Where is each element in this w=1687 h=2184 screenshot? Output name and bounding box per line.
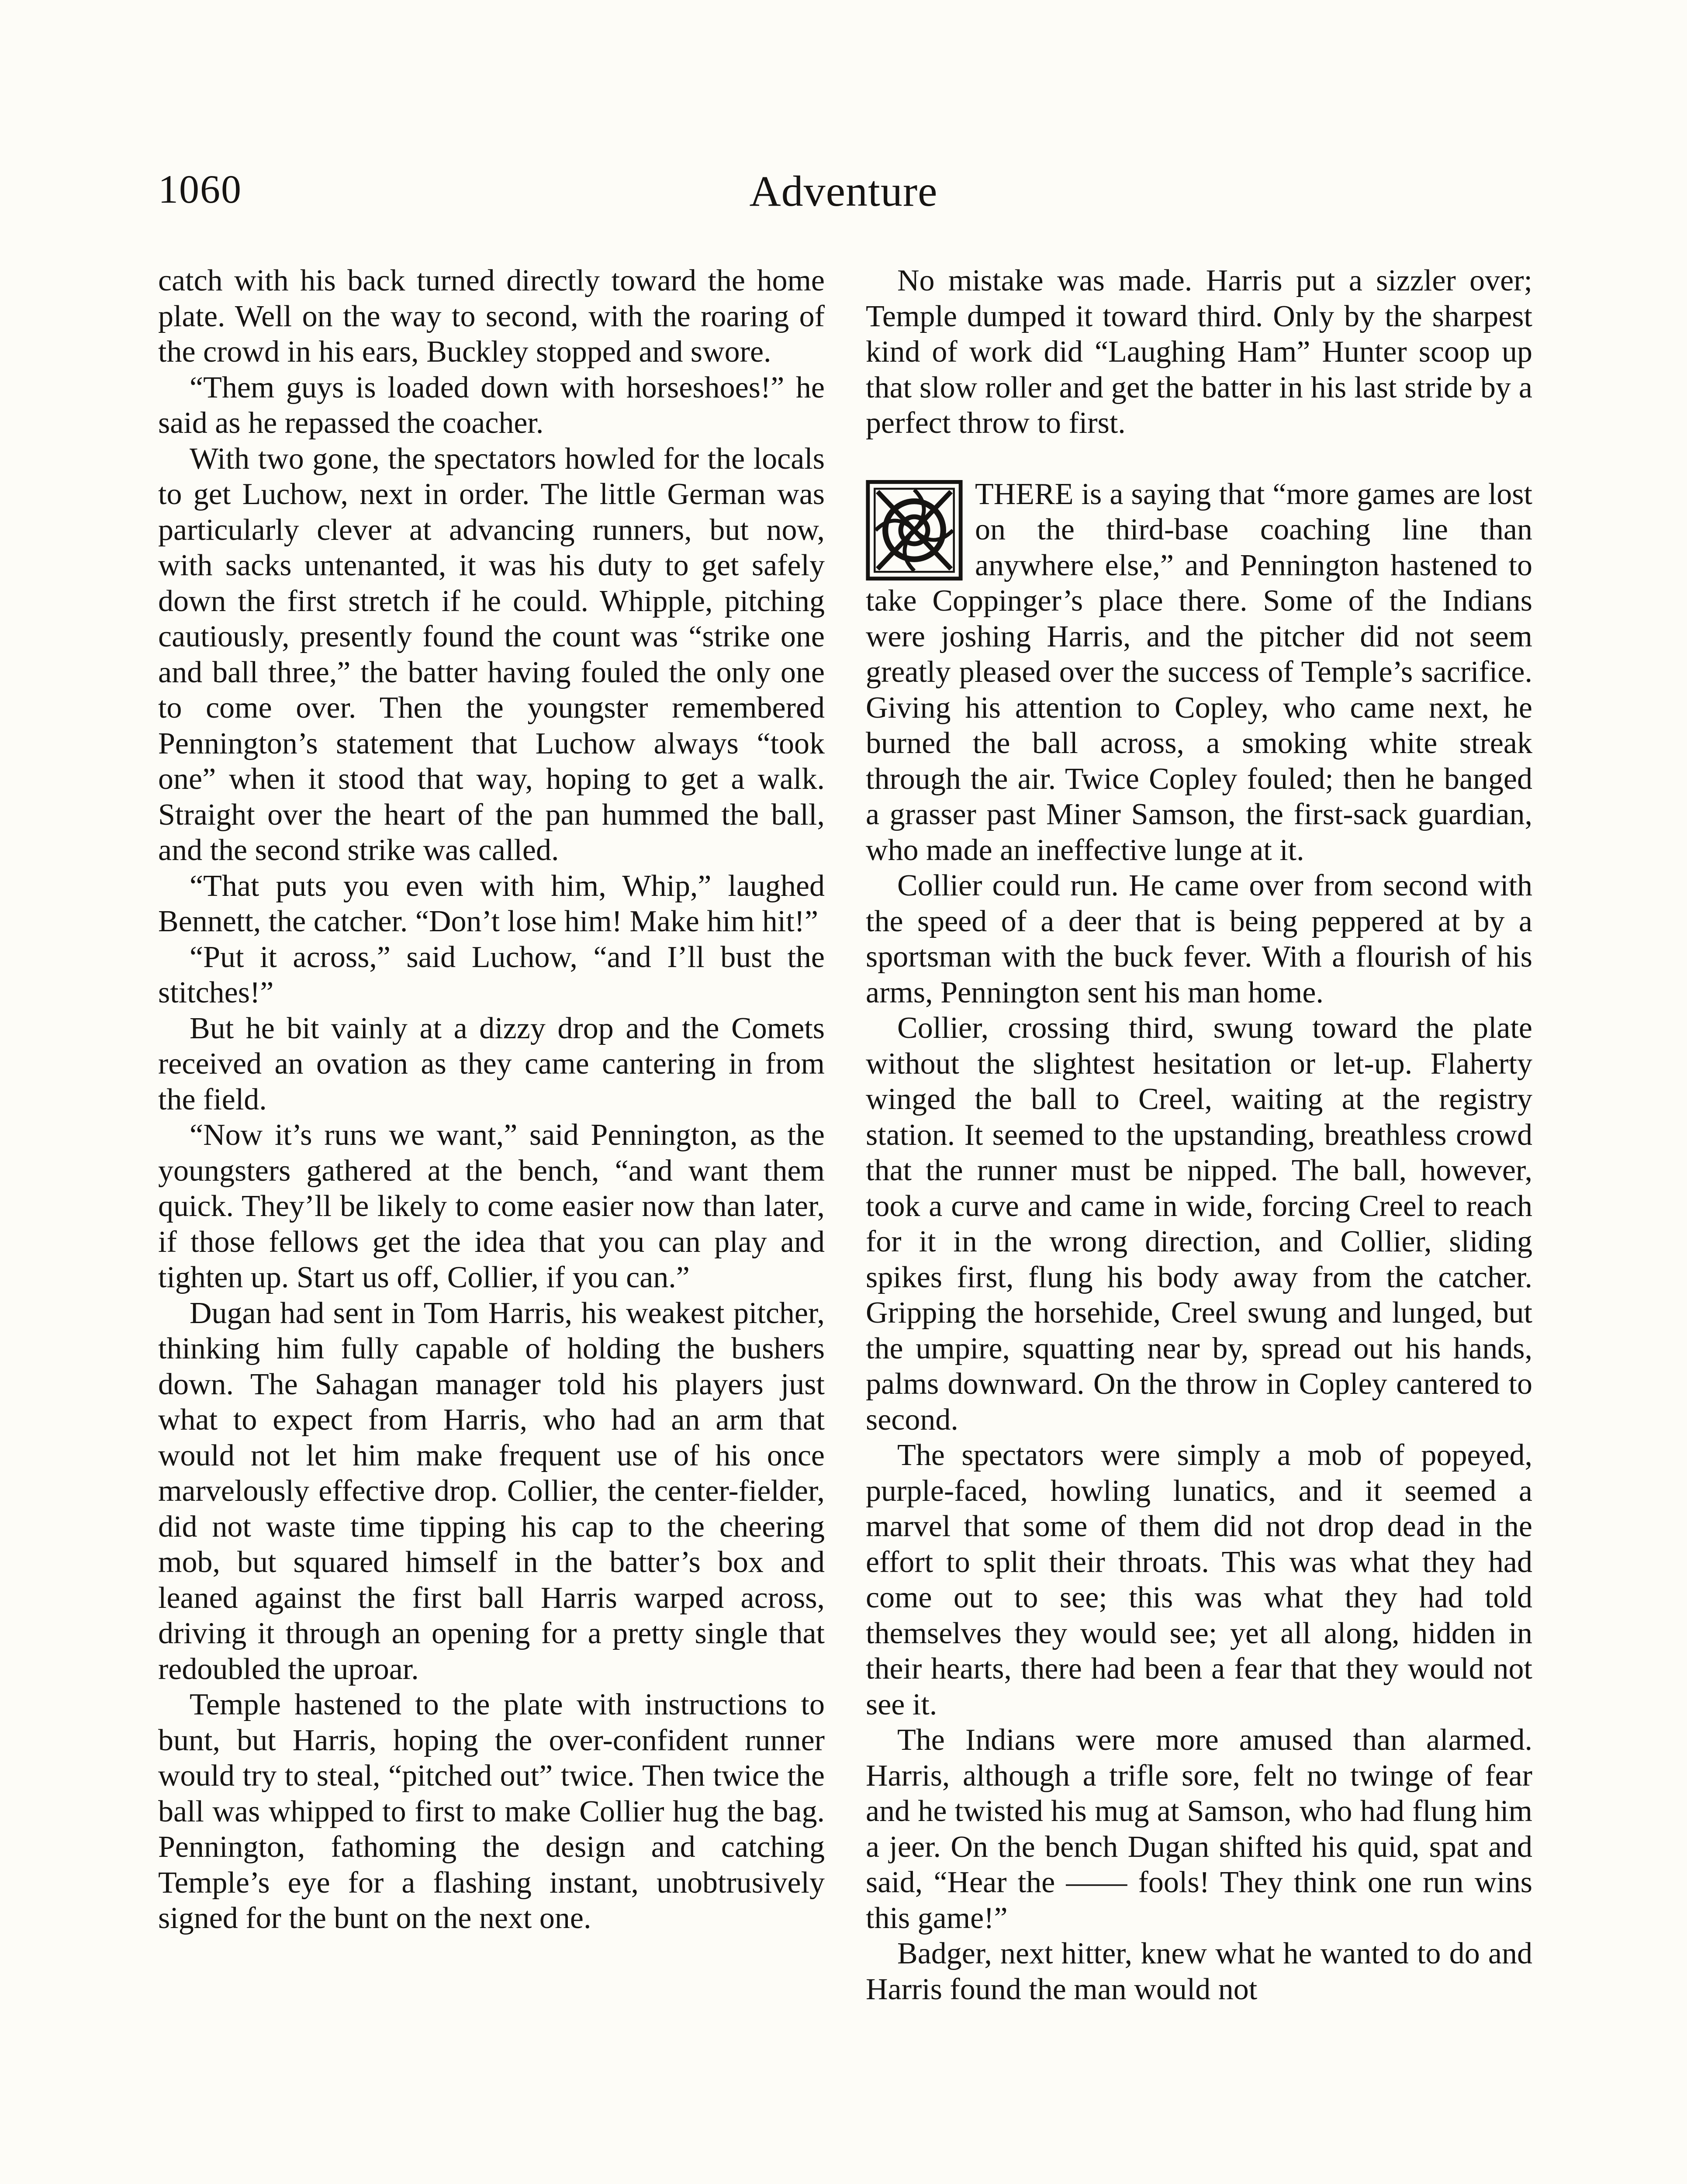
paragraph: But he bit vainly at a dizzy drop and the Comets received an ovation as they came cantering in from the field. xyxy=(158,1011,825,1116)
right-column xyxy=(866,263,1532,2007)
page-number: 1060 xyxy=(158,167,242,211)
paragraph: The Indians were more amused than alarmed. Harris, although a trifle sore, felt no twinge of fear and he twisted his mug at Samson, who had flung him a jeer. On the bench Dugan shifted his quid, spat and said, “Hear the —— fools! They think one run wins this game!” xyxy=(866,1723,1532,1935)
section-opening xyxy=(866,477,1532,868)
paragraph: No mistake was made. Harris put a sizzler over; Temple dumped it toward third. Only by the sharpest kind of work did “Laughing Ham” Hunter scoop up that slow roller and get the batter in his last stride by a perfect throw to first. xyxy=(866,264,1532,440)
paragraph: “Now it’s runs we want,” said Pennington, as the youngsters gathered at the bench, “and want them quick. They’ll be likely to come easier now than later, if those fellows get the idea that you can play and tighten up. Start us off, Collier, if you can.” xyxy=(158,1118,825,1294)
paragraph: Temple hastened to the plate with instructions to bunt, but Harris, hoping the over-confident runner would try to steal, “pitched out” twice. Then twice the ball was whipped to first to make Collier hug the bag. Pennington, fathoming the design and catching Temple’s eye for a flashing instant, unobtrusively signed for the bunt on the next one. xyxy=(158,1688,825,1935)
paragraph: With two gone, the spectators howled for the locals to get Luchow, next in order. The little German was particularly clever at advancing runners, but now, with sacks untenanted, it was his duty to get safely down the first stretch if he could. Whipple, pitching cautiously, presently found the count was “strike one and ball three,” the batter having fouled the only one to come over. Then the youngster remembered Pennington’s statement that Luchow always “took one” when it stood that way, hoping to get a walk. Straight over the heart of the pan hummed the ball, and the second strike was called. xyxy=(158,442,825,867)
paragraph: catch with his back turned directly toward the home plate. Well on the way to second, with the roaring of the crowd in his ears, Buckley stopped and swore. xyxy=(158,264,825,369)
paragraph: THERE is a saying that “more games are lost on the third-base coaching line than anywhere else,” and Pennington hastened to take Coppinger’s place there. Some of the Indians were joshing Harris, and the pitcher did not seem greatly pleased over the success of Temple’s sacrifice. Giving his attention to Copley, who came next, he burned the ball across, a smoking white streak through the air. Twice Copley fouled; then he banged a grasser past Miner Samson, the first-sack guardian, who made an ineffective lunge at it. xyxy=(866,477,1532,867)
section-break xyxy=(866,441,1532,477)
paragraph: “That puts you even with him, Whip,” laughed Bennett, the catcher. “Don’t lose him! Make him hit!” xyxy=(158,869,825,938)
celtic-knot-ornament-icon xyxy=(866,480,963,581)
paragraph: “Them guys is loaded down with horseshoes!” he said as he repassed the coacher. xyxy=(158,370,825,440)
running-title: Adventure xyxy=(749,167,938,215)
paragraph: Collier, crossing third, swung toward the plate without the slightest hesitation or let-up. Flaherty winged the ball to Creel, waiting at the registry station. It seemed to the upstanding, breathless crowd that the runner must be nipped. The ball, however, took a curve and came in wide, forcing Creel to reach for it in the wrong direction, and Collier, sliding spikes first, flung his body away from the catcher. Gripping the horsehide, Creel swung and lunged, but the umpire, squatting near by, spread out his hands, palms downward. On the throw in Copley cantered to second. xyxy=(866,1011,1532,1437)
paragraph: “Put it across,” said Luchow, “and I’ll bust the stitches!” xyxy=(158,940,825,1009)
paragraph: The spectators were simply a mob of popeyed, purple-faced, howling lunatics, and it seemed a marvel that some of them did not drop dead in the effort to split their throats. This was what they had come out to see; this was what they had told themselves they would see; yet all along, hidden in their hearts, there had been a fear that they would not see it. xyxy=(866,1438,1532,1721)
paragraph: Dugan had sent in Tom Harris, his weakest pitcher, thinking him fully capable of holding the bushers down. The Sahagan manager told his players just what to expect from Harris, who had an arm that would not let him make frequent use of his once marvelously effective drop. Collier, the center-fielder, did not waste time tipping his cap to the cheering mob, but squared himself in the batter’s box and leaned against the first ball Harris warped across, driving it through an opening for a pretty single that redoubled the uproar. xyxy=(158,1296,825,1686)
left-column xyxy=(158,263,825,1936)
paragraph: Badger, next hitter, knew what he wanted to do and Harris found the man would not xyxy=(866,1937,1532,2006)
paragraph: Collier could run. He came over from second with the speed of a deer that is being peppered at by a sportsman with the buck fever. With a flourish of his arms, Pennington sent his man home. xyxy=(866,869,1532,1009)
